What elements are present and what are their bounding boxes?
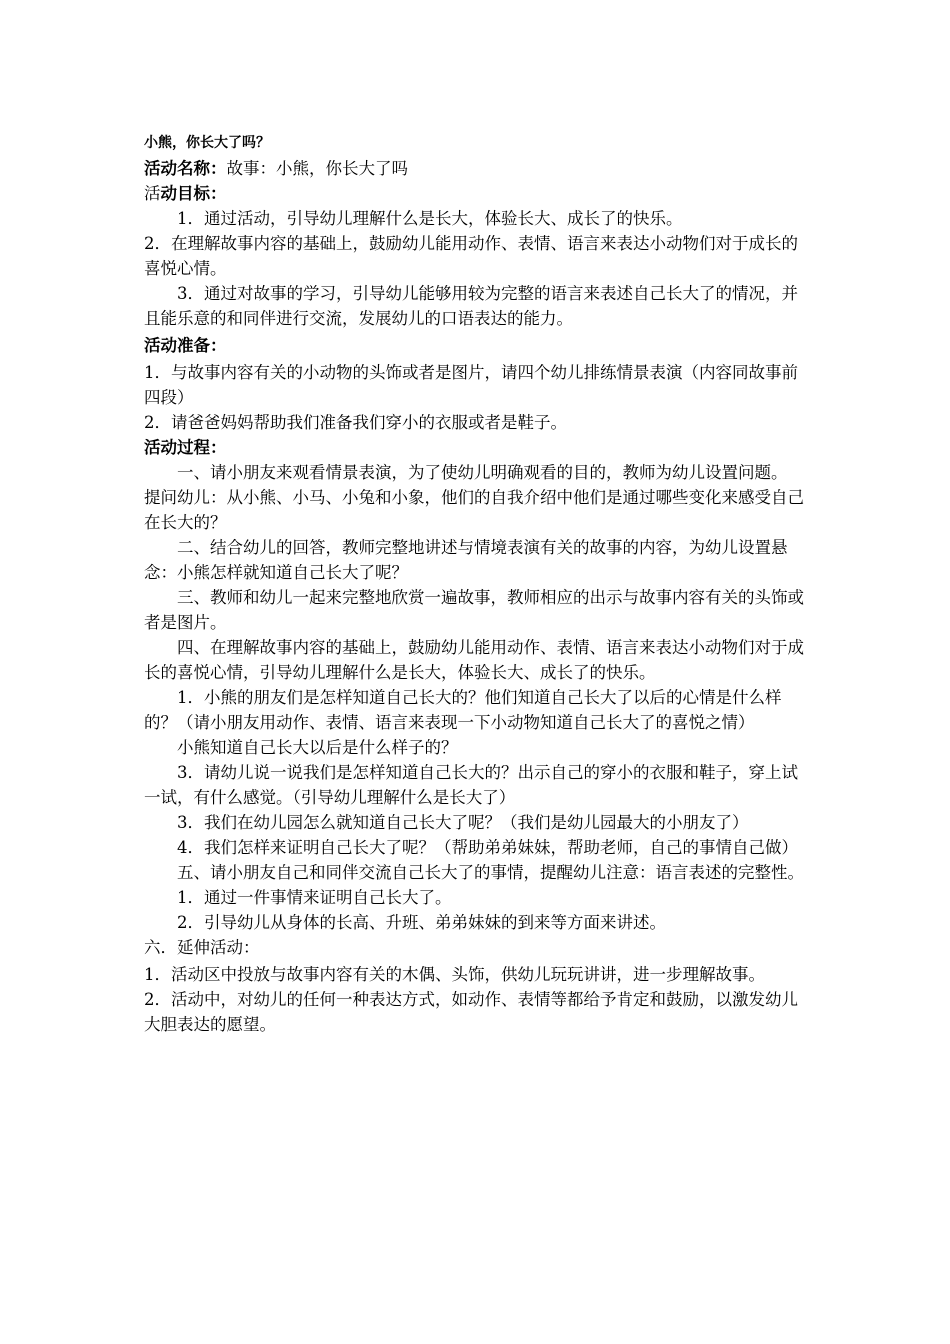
- goal-item-1: 1．通过活动，引导幼儿理解什么是长大，体验长大、成长了的快乐。: [177, 209, 683, 228]
- goal-heading: [144, 181, 808, 206]
- activity-name-label: 活动名称：: [144, 159, 227, 178]
- process-sub-4: 4．我们怎样来证明自己长大了呢？（帮助弟弟妹妹，帮助老师，自己的事情自己做）: [177, 838, 798, 857]
- process-sub-1: 1．小熊的朋友们是怎样知道自己长大的？他们知道自己长大了以后的心情是什么样的？（请小朋友用动作、表情、语言来表现一下小动物知道自己长大了的喜悦之情）: [144, 688, 782, 732]
- prep-heading: 活动准备：: [144, 336, 227, 355]
- process-step-3: 三、教师和幼儿一起来完整地欣赏一遍故事，教师相应的出示与故事内容有关的头饰或者是图片。: [144, 588, 804, 632]
- prep-item-2: 2．请爸爸妈妈帮助我们准备我们穿小的衣服或者是鞋子。: [144, 413, 567, 432]
- goal-heading-part2: 动目标：: [160, 184, 227, 203]
- extension-item-1: 1．活动区中投放与故事内容有关的木偶、头饰，供幼儿玩玩讲讲，进一步理解故事。: [144, 965, 765, 984]
- process-step-5-sub-1: 1．通过一件事情来证明自己长大了。: [177, 888, 452, 907]
- process-sub-3b: 3．我们在幼儿园怎么就知道自己长大了呢？（我们是幼儿园最大的小朋友了）: [177, 813, 749, 832]
- process-sub-note: 小熊知道自己长大以后是什么样子的？: [177, 738, 458, 757]
- process-step-1: 一、请小朋友来观看情景表演，为了使幼儿明确观看的目的，教师为幼儿设置问题。: [177, 463, 788, 482]
- activity-name-value: 故事：小熊，你长大了吗: [226, 159, 408, 178]
- goal-item-3: 3．通过对故事的学习，引导幼儿能够用较为完整的语言来表述自己长大了的情况，并且能乐意的和同伴进行交流，发展幼儿的口语表达的能力。: [144, 284, 798, 328]
- document-title: 小熊，你长大了吗？: [144, 135, 270, 151]
- prep-item-1: 1．与故事内容有关的小动物的头饰或者是图片，请四个幼儿排练情景表演（内容同故事前四段）: [144, 363, 798, 407]
- process-sub-3a: 3．请幼儿说一说我们是怎样知道自己长大的？出示自己的穿小的衣服和鞋子，穿上试一试，有什么感觉。（引导幼儿理解什么是长大了）: [144, 763, 798, 807]
- process-step-4: 四、在理解故事内容的基础上，鼓励幼儿能用动作、表情、语言来表达小动物们对于成长的喜悦心情，引导幼儿理解什么是长大，体验长大、成长了的快乐。: [144, 638, 804, 682]
- goal-item-2: 2．在理解故事内容的基础上，鼓励幼儿能用动作、表情、语言来表达小动物们对于成长的喜悦心情。: [144, 234, 798, 278]
- process-question: 提问幼儿：从小熊、小马、小兔和小象，他们的自我介绍中他们是通过哪些变化来感受自己在长大的？: [144, 488, 804, 532]
- process-heading: 活动过程：: [144, 438, 227, 457]
- extension-item-2: 2．活动中，对幼儿的任何一种表达方式，如动作、表情等都给予肯定和鼓励，以激发幼儿大胆表达的愿望。: [144, 990, 798, 1034]
- goal-heading-part1: 活: [144, 184, 161, 203]
- process-step-5: 五、请小朋友自己和同伴交流自己长大了的事情，提醒幼儿注意：语言表述的完整性。: [177, 863, 804, 882]
- document-body: [144, 131, 808, 1037]
- process-step-5-sub-2: 2．引导幼儿从身体的长高、升班、弟弟妹妹的到来等方面来讲述。: [177, 913, 666, 932]
- activity-name-row: [144, 156, 808, 181]
- process-step-2: 二、结合幼儿的回答，教师完整地讲述与情境表演有关的故事的内容，为幼儿设置悬念：小熊怎样就知道自己长大了呢？: [144, 538, 788, 582]
- extension-heading: 六．延伸活动：: [144, 938, 260, 957]
